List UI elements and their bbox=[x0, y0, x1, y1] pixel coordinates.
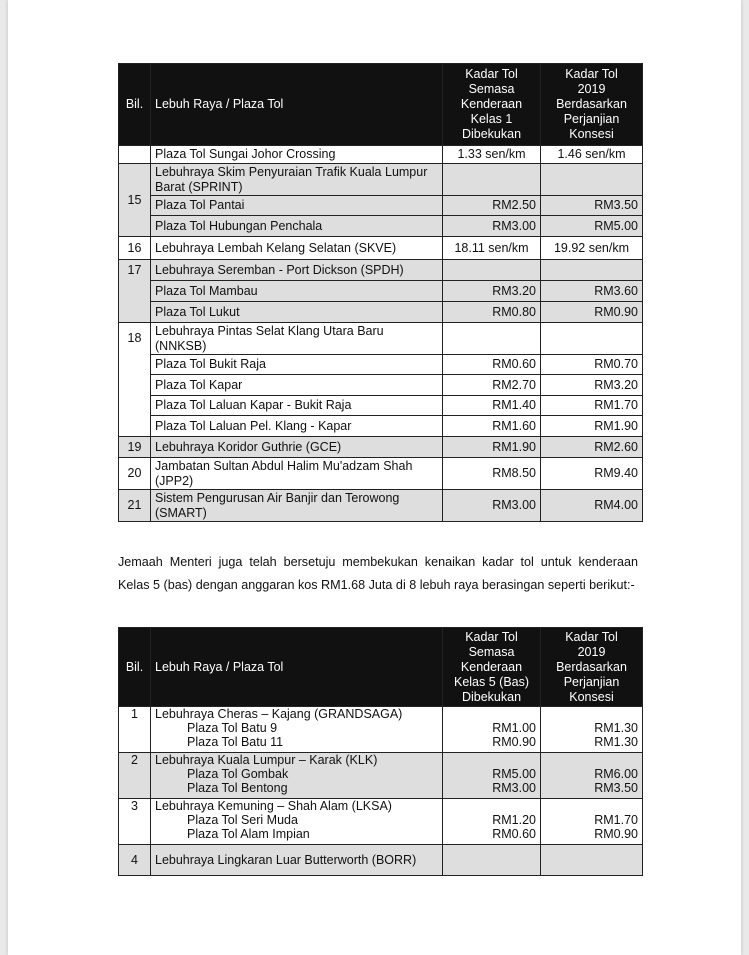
agreement-rate: RM9.40 bbox=[541, 458, 643, 490]
table-row bbox=[119, 281, 643, 302]
table-row bbox=[119, 396, 643, 416]
plaza-name: Plaza Tol Laluan Kapar - Bukit Raja bbox=[151, 396, 443, 416]
plaza-name: Plaza Tol Laluan Pel. Klang - Kapar bbox=[151, 416, 443, 437]
plaza-name: Plaza Tol Mambau bbox=[151, 281, 443, 302]
highway-name: Jambatan Sultan Abdul Halim Mu'adzam Shah (JPP2) bbox=[151, 458, 443, 490]
plaza-name: Plaza Tol Seri Muda bbox=[187, 813, 298, 827]
header-lebuh-raya: Lebuh Raya / Plaza Tol bbox=[151, 64, 443, 146]
table-row bbox=[119, 237, 643, 260]
agreement-rate: RM1.30 bbox=[594, 721, 638, 735]
table-row bbox=[119, 260, 643, 281]
current-rate: RM1.00 bbox=[492, 721, 536, 735]
highway-name: Lebuhraya Pintas Selat Klang Utara Baru (NNKSB) bbox=[151, 323, 443, 355]
row-number: 20 bbox=[119, 458, 151, 490]
agreement-rate: RM2.60 bbox=[541, 437, 643, 458]
highway-name: Lebuhraya Cheras – Kajang (GRANDSAGA) bbox=[155, 707, 403, 721]
current-rate: RM1.40 bbox=[443, 396, 541, 416]
toll-rate-table-class-5 bbox=[118, 627, 643, 876]
agreement-rate: RM1.30 bbox=[594, 735, 638, 749]
table-row bbox=[119, 196, 643, 216]
current-rate: RM1.20 bbox=[492, 813, 536, 827]
agreement-rate: RM1.70 bbox=[594, 813, 638, 827]
current-rate: RM2.70 bbox=[443, 375, 541, 396]
current-rate: RM3.00 bbox=[492, 781, 536, 795]
current-rate: 18.11 sen/km bbox=[443, 237, 541, 260]
header-agreement-rate: Kadar Tol 2019 Berdasarkan Perjanjian Konsesi bbox=[541, 628, 643, 707]
header-current-rate: Kadar Tol Semasa Kenderaan Kelas 1 Dibekukan bbox=[443, 64, 541, 146]
table-group-row bbox=[119, 707, 643, 753]
table-row bbox=[119, 146, 643, 164]
table-group-row bbox=[119, 799, 643, 845]
body-paragraph: Jemaah Menteri juga telah bersetuju membekukan kenaikan kadar tol untuk kenderaan Kelas 5 (bas) dengan anggaran kos RM1.68 Juta di 8 lebuh raya berasingan seperti berikut:- bbox=[118, 554, 638, 592]
row-number: 18 bbox=[119, 323, 151, 437]
agreement-rate: RM0.70 bbox=[541, 355, 643, 375]
table-header-row bbox=[119, 628, 643, 707]
current-rate: RM5.00 bbox=[492, 767, 536, 781]
header-bil: Bil. bbox=[119, 64, 151, 146]
current-rate-cell bbox=[443, 799, 541, 845]
current-rate: RM0.90 bbox=[492, 735, 536, 749]
highway-cell bbox=[151, 707, 443, 753]
header-current-rate: Kadar Tol Semasa Kenderaan Kelas 5 (Bas) Dibekukan bbox=[443, 628, 541, 707]
current-rate-cell bbox=[443, 753, 541, 799]
highway-name: Lebuhraya Seremban - Port Dickson (SPDH) bbox=[151, 260, 443, 281]
current-rate: RM3.00 bbox=[443, 490, 541, 522]
plaza-name: Plaza Tol Sungai Johor Crossing bbox=[151, 146, 443, 164]
table-group-row bbox=[119, 753, 643, 799]
current-rate: RM3.00 bbox=[443, 216, 541, 237]
current-rate: RM2.50 bbox=[443, 196, 541, 216]
agreement-rate: RM6.00 bbox=[594, 767, 638, 781]
table-row bbox=[119, 416, 643, 437]
table-row bbox=[119, 375, 643, 396]
table-row bbox=[119, 164, 643, 196]
row-number: 16 bbox=[119, 237, 151, 260]
agreement-rate-cell bbox=[541, 799, 643, 845]
table-row bbox=[119, 216, 643, 237]
header-bil: Bil. bbox=[119, 628, 151, 707]
agreement-rate: RM1.70 bbox=[541, 396, 643, 416]
agreement-rate: 1.46 sen/km bbox=[541, 146, 643, 164]
plaza-name: Plaza Tol Bentong bbox=[187, 781, 288, 795]
table-row bbox=[119, 355, 643, 375]
agreement-rate: RM3.50 bbox=[541, 196, 643, 216]
current-rate: RM1.90 bbox=[443, 437, 541, 458]
current-rate: RM8.50 bbox=[443, 458, 541, 490]
agreement-rate-cell bbox=[541, 707, 643, 753]
table-row bbox=[119, 323, 643, 355]
highway-name: Lebuhraya Koridor Guthrie (GCE) bbox=[151, 437, 443, 458]
table-row bbox=[119, 458, 643, 490]
current-rate: RM3.20 bbox=[443, 281, 541, 302]
row-number: 21 bbox=[119, 490, 151, 522]
plaza-name: Plaza Tol Alam Impian bbox=[187, 827, 310, 841]
agreement-rate: RM1.90 bbox=[541, 416, 643, 437]
table-row bbox=[119, 302, 643, 323]
table-group-row bbox=[119, 845, 643, 876]
current-rate: RM0.60 bbox=[492, 827, 536, 841]
header-lebuh-raya: Lebuh Raya / Plaza Tol bbox=[151, 628, 443, 707]
highway-name: Lebuhraya Lembah Kelang Selatan (SKVE) bbox=[151, 237, 443, 260]
plaza-name: Plaza Tol Gombak bbox=[187, 767, 289, 781]
header-agreement-rate: Kadar Tol 2019 Berdasarkan Perjanjian Konsesi bbox=[541, 64, 643, 146]
current-rate: 1.33 sen/km bbox=[443, 146, 541, 164]
agreement-rate: 19.92 sen/km bbox=[541, 237, 643, 260]
agreement-rate: RM0.90 bbox=[541, 302, 643, 323]
row-number: 19 bbox=[119, 437, 151, 458]
plaza-name: Plaza Tol Pantai bbox=[151, 196, 443, 216]
current-rate-cell bbox=[443, 707, 541, 753]
highway-name: Lebuhraya Kemuning – Shah Alam (LKSA) bbox=[155, 799, 392, 813]
document-page bbox=[8, 0, 741, 955]
agreement-rate: RM4.00 bbox=[541, 490, 643, 522]
agreement-rate: RM3.60 bbox=[541, 281, 643, 302]
row-number: 15 bbox=[119, 164, 151, 237]
highway-cell bbox=[151, 799, 443, 845]
row-number: 2 bbox=[119, 753, 151, 799]
highway-cell bbox=[151, 753, 443, 799]
plaza-name: Plaza Tol Bukit Raja bbox=[151, 355, 443, 375]
toll-rate-table-class-1 bbox=[118, 63, 643, 522]
row-number: 17 bbox=[119, 260, 151, 323]
agreement-rate-cell bbox=[541, 753, 643, 799]
table-row bbox=[119, 490, 643, 522]
agreement-rate: RM3.20 bbox=[541, 375, 643, 396]
plaza-name: Plaza Tol Batu 9 bbox=[187, 721, 278, 735]
row-number: 3 bbox=[119, 799, 151, 845]
plaza-name: Plaza Tol Hubungan Penchala bbox=[151, 216, 443, 237]
row-number: 1 bbox=[119, 707, 151, 753]
plaza-name: Plaza Tol Kapar bbox=[151, 375, 443, 396]
plaza-name: Plaza Tol Lukut bbox=[151, 302, 443, 323]
row-number: 4 bbox=[119, 845, 151, 876]
agreement-rate: RM0.90 bbox=[594, 827, 638, 841]
current-rate: RM1.60 bbox=[443, 416, 541, 437]
agreement-rate: RM3.50 bbox=[594, 781, 638, 795]
highway-name: Sistem Pengurusan Air Banjir dan Terowong (SMART) bbox=[151, 490, 443, 522]
highway-name: Lebuhraya Lingkaran Luar Butterworth (BORR) bbox=[151, 845, 443, 876]
plaza-name: Plaza Tol Batu 11 bbox=[187, 735, 284, 749]
table-header-row bbox=[119, 64, 643, 146]
highway-name: Lebuhraya Kuala Lumpur – Karak (KLK) bbox=[155, 753, 378, 767]
agreement-rate: RM5.00 bbox=[541, 216, 643, 237]
current-rate: RM0.80 bbox=[443, 302, 541, 323]
highway-name: Lebuhraya Skim Penyuraian Trafik Kuala Lumpur Barat (SPRINT) bbox=[151, 164, 443, 196]
table-row bbox=[119, 437, 643, 458]
current-rate: RM0.60 bbox=[443, 355, 541, 375]
